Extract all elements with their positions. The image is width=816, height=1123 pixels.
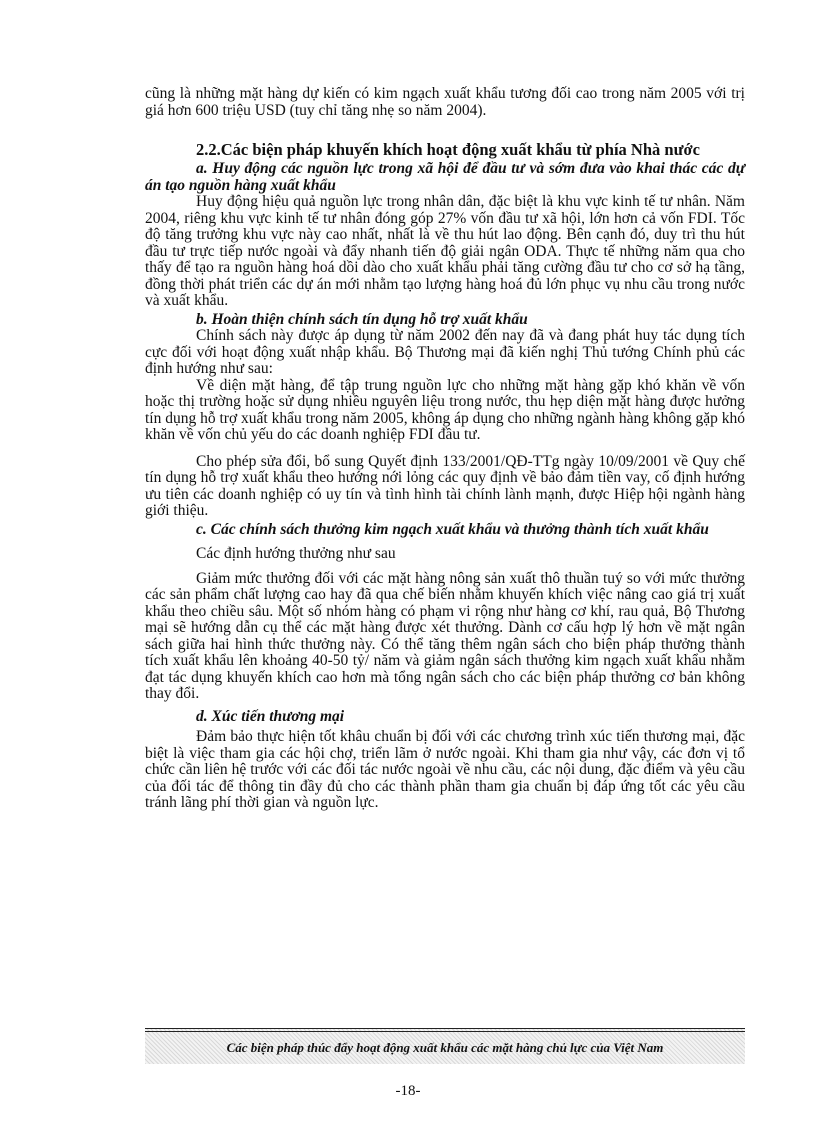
paragraph-b2: Về diện mặt hàng, để tập trung nguồn lực cho những mặt hàng gặp khó khăn về vốn hoặc thị trường hoặc sử dụng nhiều nguyên liệu trong nước, thu hẹp diện mặt hàng được hưởng tín dụng hỗ trợ xuất khẩu trong năm 2005, không áp dụng cho những ngành hàng không gặp khó khăn về vốn chủ yếu do các doanh nghiệp FDI đầu tư. xyxy=(145,376,745,443)
footer-title: Các biện pháp thúc đẩy hoạt động xuất khẩu các mặt hàng chủ lực của Việt Nam xyxy=(226,1040,664,1055)
footer-banner xyxy=(145,1028,745,1064)
page-number: -18- xyxy=(395,1083,421,1099)
paragraph-a1: Huy động hiệu quả nguồn lực trong nhân dân, đặc biệt là khu vực kinh tế tư nhân. Năm 2004, riêng khu vực kinh tế tư nhân đóng góp 27% vốn đầu tư xã hội, lớn hơn cả vốn FDI. Tốc độ tăng trưởng khu vực này cao nhất, nhất là về thu hút lao động. Bên cạnh đó, duy trì thu hút đầu tư trực tiếp nước ngoài và đẩy nhanh tiến độ giải ngân ODA. Thực tế những năm qua cho thấy để tạo ra nguồn hàng hoá dồi dào cho xuất khẩu phải tăng cường đầu tư cho cơ sở hạ tầng, đồng thời phát triển các dự án mới nhằm tạo lượng hàng hoá đủ lớn phục vụ nhu cầu trong nước và xuất khẩu. xyxy=(145,193,745,309)
subheading-a: a. Huy động các nguồn lực trong xã hội để đầu tư và sớm đưa vào khai thác các dự án tạo nguồn hàng xuất khẩu xyxy=(145,160,745,194)
subheading-b: b. Hoàn thiện chính sách tín dụng hỗ trợ xuất khẩu xyxy=(196,310,528,328)
paragraph-continuation: cũng là những mặt hàng dự kiến có kim ngạch xuất khẩu tương đối cao trong năm 2005 với trị giá hơn 600 triệu USD (tuy chỉ tăng nhẹ so năm 2004). xyxy=(145,85,745,119)
paragraph-b3: Cho phép sửa đổi, bổ sung Quyết định 133/2001/QĐ-TTg ngày 10/09/2001 về Quy chế tín dụng hỗ trợ xuất khẩu theo hướng nới lỏng các quy định về bảo đảm tiền vay, cố định hướng ưu tiên các doanh nghiệp có uy tín và tình hình tài chính lành mạnh, được Hiệp hội ngành hàng giới thiệu. xyxy=(145,452,745,519)
paragraph-b1: Chính sách này được áp dụng từ năm 2002 đến nay đã và đang phát huy tác dụng tích cực đối với hoạt động xuất nhập khẩu. Bộ Thương mại đã kiến nghị Thủ tướng Chính phủ các định hướng như sau: xyxy=(145,327,745,377)
document-body xyxy=(145,86,745,812)
subheading-c: c. Các chính sách thưởng kim ngạch xuất khẩu và thưởng thành tích xuất khẩu xyxy=(196,520,709,538)
paragraph-c2: Giảm mức thưởng đối với các mặt hàng nông sản xuất thô thuần tuý so với mức thưởng các sản phẩm chất lượng cao hay đã qua chế biến nhằm khuyến khích việc nâng cao giá trị xuất khẩu theo chiều sâu. Một số nhóm hàng có phạm vi rộng như hàng cơ khí, rau quả, Bộ Thương mại sẽ hướng dẫn cụ thể các mặt hàng được xét thưởng. Dành cơ cấu hợp lý hơn về mặt ngân sách giữa hai hình thức thưởng này. Có thể tăng thêm ngân sách cho biện pháp thưởng thành tích xuất khẩu lên khoảng 40-50 tỷ/ năm và giảm ngân sách thưởng kim ngạch xuất khẩu nhằm đạt tác dụng khuyến khích cao hơn mà tổng ngân sách cho các biện pháp thưởng cơ bản không thay đổi. xyxy=(145,569,745,702)
paragraph-d1: Đảm bảo thực hiện tốt khâu chuẩn bị đối với các chương trình xúc tiến thương mại, đặc biệt là việc tham gia các hội chợ, triển lãm ở nước ngoài. Khi tham gia như vậy, các đơn vị tổ chức cần liên hệ trước với các đối tác nước ngoài về nhu cầu, các nội dung, đặc điểm và yêu cầu của đối tác để thông tin đầy đủ cho các thành phần tham gia chuẩn bị đáp ứng tốt các yêu cầu tránh lãng phí thời gian và nguồn lực. xyxy=(145,728,745,811)
paragraph-c1: Các định hướng thưởng như sau xyxy=(196,545,396,562)
subheading-d: d. Xúc tiến thương mại xyxy=(196,707,345,725)
section-heading-2-2: 2.2.Các biện pháp khuyến khích hoạt động xuất khẩu từ phía Nhà nước xyxy=(196,140,700,159)
